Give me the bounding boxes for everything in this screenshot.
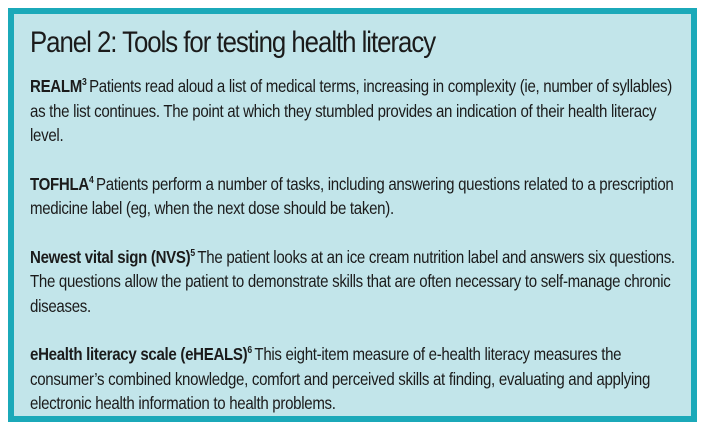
tool-entry-eheals <box>30 342 684 416</box>
reference-number: 4 <box>88 174 94 186</box>
reference-number: 6 <box>247 345 252 357</box>
panel-title: Panel 2: Tools for testing health literacy <box>30 26 436 59</box>
tool-description: This eight-item measure of e-health literacy measures the consumer’s combined knowledge, comfort and perceived skills at finding, evaluating and applying electronic health information to health problems. <box>30 344 651 413</box>
tool-name: Newest vital sign (NVS) <box>30 246 191 267</box>
tool-name: eHealth literacy scale (eHEALS) <box>30 344 248 364</box>
tool-entry-tofhla <box>30 172 684 221</box>
tool-entry-nvs <box>30 245 684 319</box>
reference-number: 3 <box>82 77 87 89</box>
reference-number: 5 <box>190 247 195 259</box>
health-literacy-panel <box>8 8 697 422</box>
tool-entry-realm <box>30 74 684 148</box>
tool-name: TOFHLA <box>30 173 89 194</box>
tool-name: REALM <box>30 76 83 96</box>
tool-description: Patients read aloud a list of medical terms, increasing in complexity (ie, number of syllables) as the list continues. The point at which they stumbled provides an indication of their health literacy level. <box>30 76 672 145</box>
tool-description: The patient looks at an ice cream nutrition label and answers six questions. The questions allow the patient to demonstrate skills that are often necessary to self-manage chronic diseases. <box>30 246 675 316</box>
tool-description: Patients perform a number of tasks, including answering questions related to a prescription medicine label (eg, when the next dose should be taken). <box>30 173 674 218</box>
